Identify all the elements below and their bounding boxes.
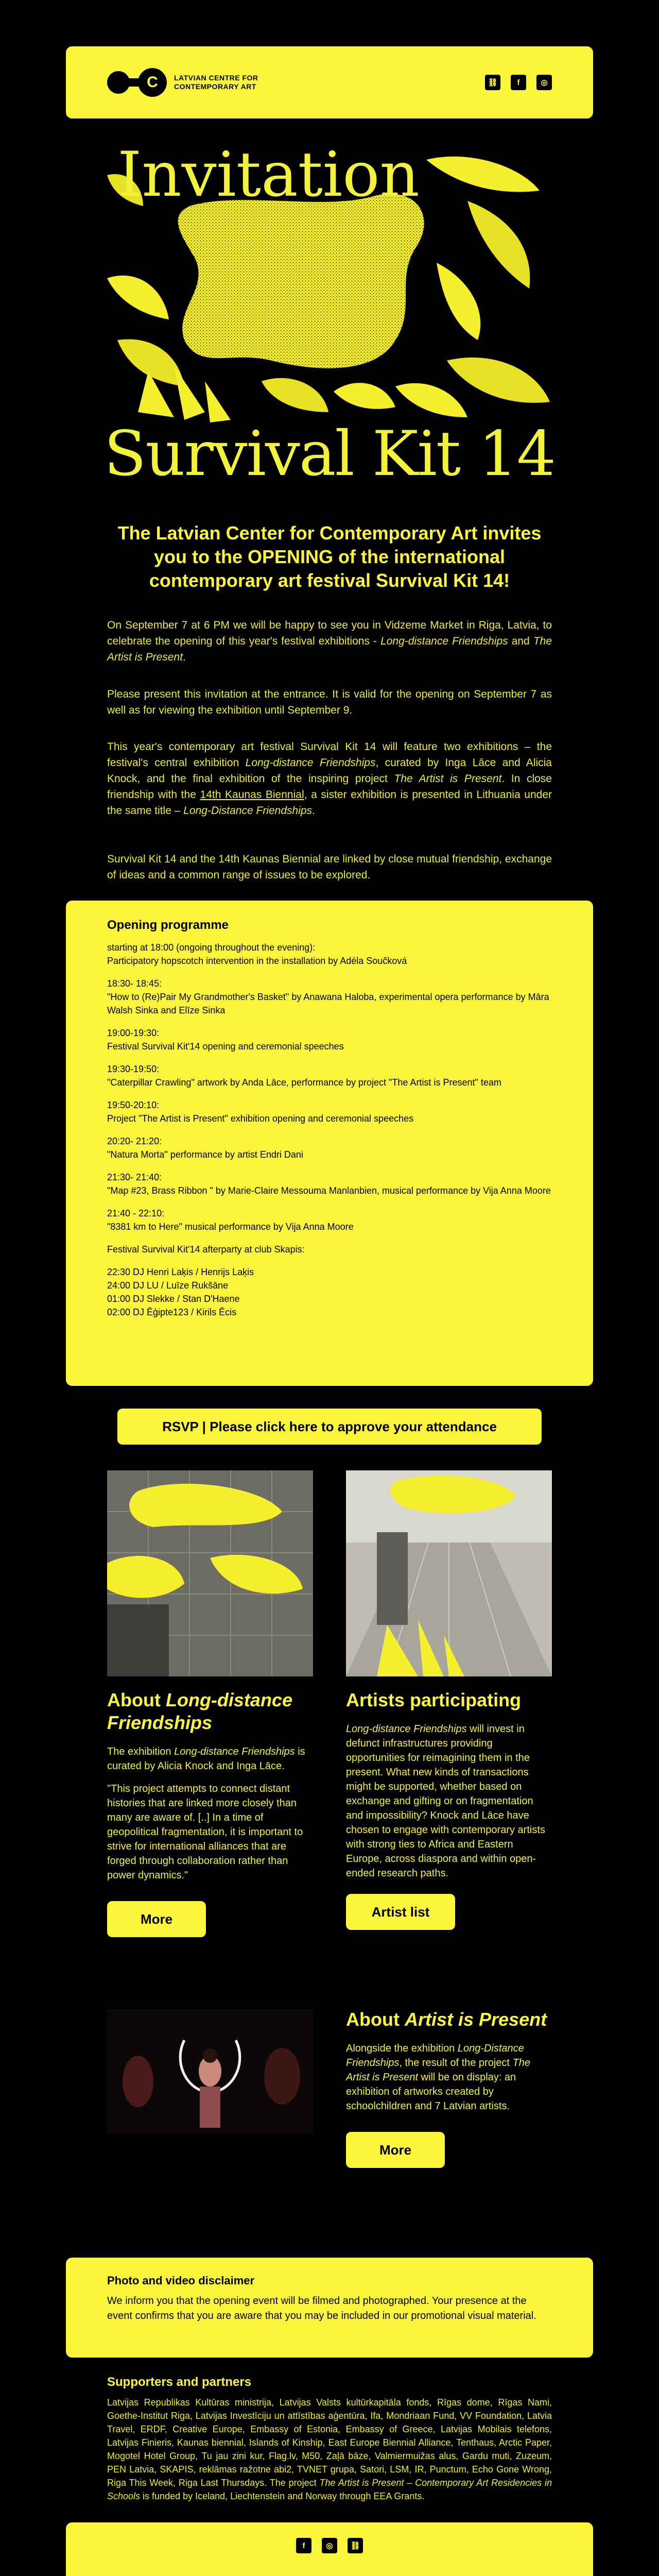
hero-illustration — [107, 144, 552, 422]
photo-video-disclaimer — [66, 2258, 593, 2358]
about-aip-title: About Artist is Present — [346, 2009, 547, 2030]
programme-item: starting at 18:00 (ongoing throughout the evening): Participatory hopscotch intervention in the installation by Adéla Součková — [107, 942, 407, 966]
artists-participating — [346, 1689, 552, 1930]
festival-title: Survival Kit 14 — [104, 418, 555, 490]
disclaimer-text: We inform you that the opening event will be filmed and photographed. Your presence at the event confirms that you are aware that you may be included in our promotional visual material. — [107, 2295, 536, 2321]
org-name: LATVIAN CENTRE FOR CONTEMPORARY ART — [174, 74, 258, 91]
programme-item: 18:30- 18:45: "How to (Re)Pair My Grandmother's Basket" by Anawana Haloba, experimental opera performance by Māra Walsh Sinka and Elīze Sinka — [107, 978, 549, 1015]
about-ldf-text: The exhibition Long-distance Friendships is curated by Alicia Knock and Inga Lāce. — [107, 1746, 305, 1772]
lcca-logo[interactable] — [107, 68, 272, 97]
header-bar — [66, 46, 593, 118]
exhibition-photo-right — [346, 1470, 552, 1676]
logo-mark-icon — [107, 68, 169, 97]
header-social-links — [485, 75, 552, 90]
opening-programme — [66, 901, 593, 1386]
supporters-partners — [107, 2375, 552, 2503]
about-ldf-title: About Long-distance Friendships — [107, 1689, 292, 1733]
footer — [66, 2522, 593, 2576]
supporters-list: Latvijas Republikas Kultūras ministrija, Latvijas Valsts kultūrkapitāla fonds, Rīgas dome, Rīgas Nami, Goethe-Institut Riga, Latvijas Investīciju un attīstības aģentūra, Ifa, Mondriaan Fund, VV Foundation, Latvia Travel, ERDF, Creative Europe, Embassy of Estonia, Embassy of Greece, Latvijas Mobilais telefons, Latvijas Finieris, Kaunas biennial, Islands of Kinship, East Europe Biennial Alliance, Tenthaus, Arctic Paper, Mogotel Hotel Group, Tu jau zini kur, Flag.lv, M50, Zaļā bāze, Valmiermuižas alus, Gardu muti, Zuzeum, PEN Latvia, SKAPIS, reklāmas ražotne abi2, TVNET grupa, Satori, LSM, IR, Punctum, Echo Gone Wrong, Riga This Week, Riga Last Thursdays. The project The Artist is Present – Contemporary Art Residencies in Schools is funded by Iceland, Liechtenstein and Norway through EEA Grants. — [107, 2397, 552, 2501]
programme-item: 21:30- 21:40: "Map #23, Brass Ribbon " by Marie-Claire Messouma Manlanbien, musical performance by Vija Anna Moore — [107, 1172, 551, 1196]
artist-is-present-photo — [107, 2009, 313, 2133]
facebook-icon[interactable]: f — [511, 75, 526, 90]
artist-list-button[interactable]: Artist list — [346, 1894, 455, 1930]
ldf-more-button[interactable]: More — [107, 1901, 206, 1937]
central-blob — [178, 194, 424, 368]
disclaimer-title: Photo and video disclaimer — [107, 2274, 255, 2287]
link-icon[interactable]: ⛓ — [485, 75, 500, 90]
instagram-icon[interactable]: ◎ — [322, 2538, 337, 2553]
programme-item: 19:50-20:10: Project "The Artist is Present" exhibition opening and ceremonial speeches — [107, 1100, 414, 1124]
intro-paragraph-3: This year's contemporary art festival Survival Kit 14 will feature two exhibitions – the festival's central exhibition Long-distance Friendships, curated by Inga Lāce and Alicia Knock, and the final exhibition of the inspiring project The Artist is Present. In close friendship with the 14th Kaunas Biennial, a sister exhibition is presented in Lithuania under the same title – Long-Distance Friendships. — [107, 741, 552, 817]
artists-title: Artists participating — [346, 1689, 522, 1710]
about-artist-is-present — [346, 2008, 552, 2168]
programme-item: 20:20- 21:20: "Natura Morta" performance by artist Endri Dani — [107, 1136, 303, 1160]
aip-more-button[interactable]: More — [346, 2132, 445, 2168]
rsvp-button[interactable]: RSVP | Please click here to approve your attendance — [117, 1409, 542, 1445]
logo-letter: C — [138, 68, 167, 97]
invitation-lead: The Latvian Center for Contemporary Art invites you to the OPENING of the international contemporary art festival Survival Kit 14! — [117, 522, 542, 591]
afterparty-lineup: 22:30 DJ Henri Laķis / Henrijs Laķis 24:00 DJ LU / Luīze Rukšāne 01:00 DJ Slekke / Stan D'Haene 02:00 DJ Ēģipte123 / Kirils Ēcis — [107, 1267, 254, 1317]
link-icon[interactable]: ⛓ — [348, 2538, 363, 2553]
instagram-icon[interactable]: ◎ — [536, 75, 552, 90]
programme-item: Festival Survival Kit'14 afterparty at club Skapis: — [107, 1244, 305, 1255]
intro-paragraph-2: Please present this invitation at the entrance. It is valid for the opening on September 7 as well as for viewing the exhibition until September 9. — [107, 688, 552, 716]
programme-title: Opening programme — [107, 918, 229, 932]
exhibition-photo-left — [107, 1470, 313, 1676]
artists-text: Long-distance Friendships will invest in defunct infrastructures providing opportunities for reimagining them in the present. What new kinds of transactions might be supported, whether based on exchange and gifting or on fragmentation and impossibility? Knock and Lāce have chosen to engage with contemporary artists with strong ties to Africa and Eastern Europe, across diaspora and within open-ended research paths. — [346, 1723, 545, 1879]
facebook-icon[interactable]: f — [296, 2538, 311, 2553]
footer-social-links — [66, 2538, 593, 2553]
programme-item: 19:30-19:50: "Caterpillar Crawling" artwork by Anda Lāce, performance by project "The Artist is Present" team — [107, 1064, 501, 1088]
curators-quote: "This project attempts to connect distant histories that are linked more closely than many are aware of. [..] In a time of geopolitical fragmentation, it is important to strive for international alliances that are forged through collaboration rather than power dynamics." — [107, 1783, 303, 1881]
kaunas-biennial-link[interactable]: 14th Kaunas Biennial — [200, 789, 304, 801]
intro-paragraph-1: On September 7 at 6 PM we will be happy to see you in Vidzeme Market in Riga, Latvia, to celebrate the opening of this year's festival exhibitions - Long-distance Friendships and The Artist is Present. — [107, 619, 552, 663]
intro-paragraph-4: Survival Kit 14 and the 14th Kaunas Biennial are linked by close mutual friendship, exchange of ideas and a common range of issues to be explored. — [107, 853, 552, 881]
about-long-distance-friendships — [107, 1689, 313, 1937]
programme-item: 21:40 - 22:10: "8381 km to Here" musical performance by Vija Anna Moore — [107, 1208, 354, 1232]
programme-item: 19:00-19:30: Festival Survival Kit'14 opening and ceremonial speeches — [107, 1028, 344, 1052]
about-aip-text: Alongside the exhibition Long-Distance Friendships, the result of the project The Artist is Present will be on display: an exhibition of artworks created by schoolchildren and 7 Latvian artists. — [346, 2043, 530, 2112]
invitation-title: Invitation — [117, 144, 420, 211]
supporters-title: Supporters and partners — [107, 2375, 252, 2389]
